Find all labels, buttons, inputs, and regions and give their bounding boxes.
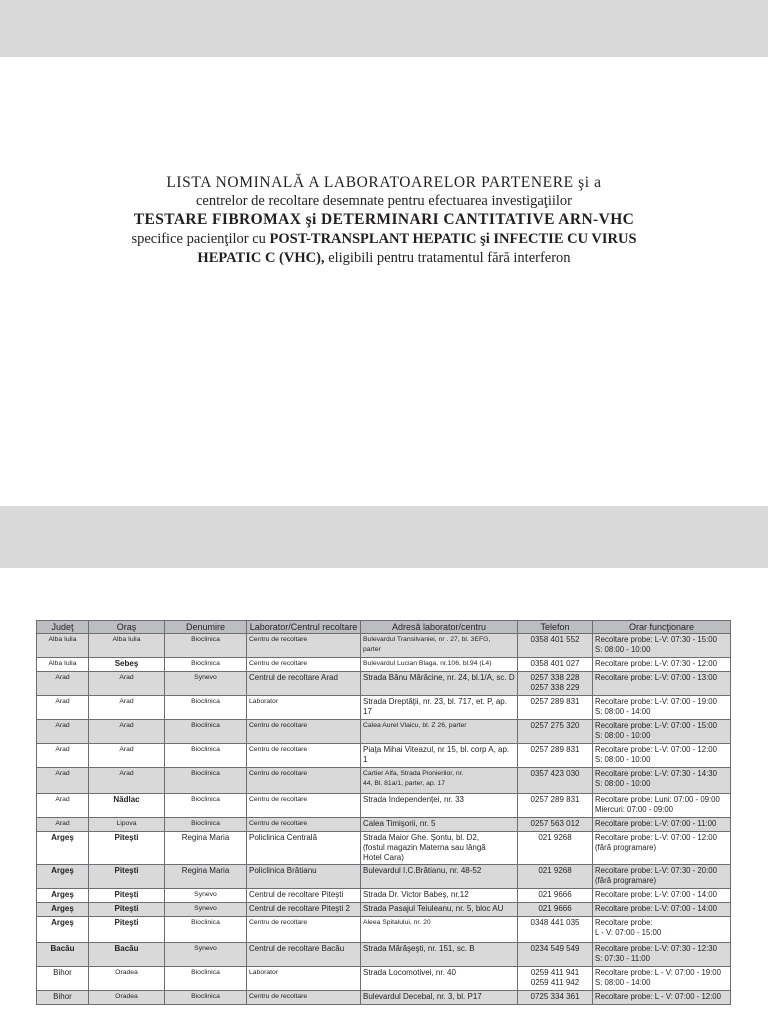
cell-telefon: 0358 401 027	[518, 658, 593, 672]
cell-judet: Bihor	[37, 991, 89, 1005]
cell-telefon: 0257 338 228 0257 338 229	[518, 672, 593, 696]
cell-adresa: Strada Dreptăţii, nr. 23, bl. 717, et. P, ap. 17	[361, 696, 518, 720]
cell-orar: Recoltare probe: L-V: 07:00 - 11:00	[593, 818, 731, 832]
cell-laborator: Centru de recoltare	[247, 634, 361, 658]
header-oras: Oraş	[89, 621, 165, 634]
cell-denumire: Synevo	[165, 672, 247, 696]
cell-laborator: Centru de recoltare	[247, 917, 361, 943]
cell-oras: Piteşti	[89, 917, 165, 943]
cell-denumire: Bioclinica	[165, 744, 247, 768]
cell-orar: Recoltare probe: L-V: 07:00 - 15:00 S: 08:00 - 10:00	[593, 720, 731, 744]
header-telefon: Telefon	[518, 621, 593, 634]
title-line-3: TESTARE FIBROMAX şi DETERMINARI CANTITATIVE ARN-VHC	[133, 211, 635, 228]
title-line-1: LISTA NOMINALĂ A LABORATOARELOR PARTENERE şi a	[166, 174, 602, 191]
cell-denumire: Regina Maria	[165, 865, 247, 889]
cell-denumire: Regina Maria	[165, 832, 247, 865]
cell-oras: Piteşti	[89, 865, 165, 889]
table-row	[37, 889, 731, 903]
cell-oras: Arad	[89, 672, 165, 696]
cell-judet: Arad	[37, 818, 89, 832]
cell-orar: Recoltare probe: L-V: 07:30 - 12:00	[593, 658, 731, 672]
title-line-4-normal: specifice pacienţilor cu	[131, 231, 270, 247]
cell-orar: Recoltare probe: L-V: 07:00 - 12:00 (fără programare)	[593, 832, 731, 865]
cell-oras: Arad	[89, 720, 165, 744]
table-row	[37, 818, 731, 832]
table-row	[37, 658, 731, 672]
cell-telefon: 021 9666	[518, 903, 593, 917]
table-row	[37, 672, 731, 696]
cell-adresa: Strada Locomotivei, nr. 40	[361, 967, 518, 991]
header-orar: Orar funcţionare	[593, 621, 731, 634]
laboratories-table	[36, 620, 731, 1005]
cell-denumire: Bioclinica	[165, 658, 247, 672]
table-row	[37, 634, 731, 658]
header-adresa: Adresă laborator/centru	[361, 621, 518, 634]
cell-denumire: Bioclinica	[165, 720, 247, 744]
cell-orar: Recoltare probe: Luni: 07:00 - 09:00 Miercuri: 07:00 - 09:00	[593, 794, 731, 818]
cell-denumire: Bioclinica	[165, 917, 247, 943]
cell-judet: Alba Iulia	[37, 658, 89, 672]
cell-adresa: Strada Bănu Mărăcine, nr. 24, bl.1/A, sc. D	[361, 672, 518, 696]
cell-judet: Alba Iulia	[37, 634, 89, 658]
cell-adresa: Strada Maior Ghe. Şontu, bl. D2, (fostul magazin Materna sau lângă Hotel Cara)	[361, 832, 518, 865]
table-row	[37, 991, 731, 1005]
table-row	[37, 967, 731, 991]
cell-judet: Arad	[37, 744, 89, 768]
cell-orar: Recoltare probe: L-V: 07:30 - 12:30 S: 07:30 - 11:00	[593, 943, 731, 967]
title-line-5-bold: HEPATIC C (VHC),	[197, 250, 325, 266]
table-row	[37, 832, 731, 865]
cell-adresa: Piaţa Mihai Viteazul, nr 15, bl. corp A, ap. 1	[361, 744, 518, 768]
cell-oras: Piteşti	[89, 832, 165, 865]
table-body	[37, 634, 731, 1005]
cell-laborator: Centru de recoltare	[247, 991, 361, 1005]
cell-denumire: Bioclinica	[165, 794, 247, 818]
cell-oras: Nădlac	[89, 794, 165, 818]
header-laborator: Laborator/Centrul recoltare	[247, 621, 361, 634]
cell-telefon: 0257 289 831	[518, 696, 593, 720]
cell-orar: Recoltare probe: L-V: 07:30 - 15:00 S: 08:00 - 10:00	[593, 634, 731, 658]
cell-orar: Recoltare probe: L-V: 07:00 - 19:00 S: 08:00 - 14:00	[593, 696, 731, 720]
cell-laborator: Centru de recoltare	[247, 818, 361, 832]
cell-laborator: Centrul de recoltare Piteşti	[247, 889, 361, 903]
cell-denumire: Synevo	[165, 889, 247, 903]
cell-laborator: Policlinica Centrală	[247, 832, 361, 865]
title-line-4	[40, 230, 728, 249]
cell-laborator: Centru de recoltare	[247, 658, 361, 672]
table-row	[37, 917, 731, 943]
table-row	[37, 720, 731, 744]
header-denumire: Denumire	[165, 621, 247, 634]
cell-denumire: Bioclinica	[165, 818, 247, 832]
cell-adresa: Calea Aurel Vlaicu, bl. Z 26, parter	[361, 720, 518, 744]
cell-denumire: Bioclinica	[165, 991, 247, 1005]
cell-laborator: Policlinica Brătianu	[247, 865, 361, 889]
header-judet: Judeţ	[37, 621, 89, 634]
table-row	[37, 865, 731, 889]
title-line-2: centrelor de recoltare desemnate pentru efectuarea investigaţiilor	[196, 193, 572, 209]
table-row	[37, 903, 731, 917]
cell-laborator: Centru de recoltare	[247, 794, 361, 818]
cell-orar: Recoltare probe: L-V: 07:00 - 14:00	[593, 889, 731, 903]
cell-oras: Oradea	[89, 991, 165, 1005]
cell-judet: Argeş	[37, 889, 89, 903]
table-header-row	[37, 621, 731, 634]
cell-orar: Recoltare probe: L-V: 07:30 - 14:30 S: 08:00 - 10:00	[593, 768, 731, 794]
cell-telefon: 0725 334 361	[518, 991, 593, 1005]
cell-adresa: Strada Mărăşeşti, nr. 151, sc. B	[361, 943, 518, 967]
cell-adresa: Calea Timişorii, nr. 5	[361, 818, 518, 832]
cell-laborator: Laborator	[247, 967, 361, 991]
cell-adresa: Strada Dr. Victor Babeş, nr.12	[361, 889, 518, 903]
cell-telefon: 021 9666	[518, 889, 593, 903]
cell-telefon: 021 9268	[518, 832, 593, 865]
middle-gray-band	[0, 506, 768, 568]
cell-telefon: 0257 275 320	[518, 720, 593, 744]
cell-oras: Alba Iulia	[89, 634, 165, 658]
cell-laborator: Laborator	[247, 696, 361, 720]
table-row	[37, 744, 731, 768]
cell-oras: Piteşti	[89, 889, 165, 903]
cell-telefon: 0358 401 552	[518, 634, 593, 658]
cell-oras: Arad	[89, 768, 165, 794]
cell-judet: Argeş	[37, 917, 89, 943]
cell-judet: Argeş	[37, 865, 89, 889]
cell-laborator: Centru de recoltare	[247, 744, 361, 768]
cell-telefon: 0259 411 941 0259 411 942	[518, 967, 593, 991]
cell-orar: Recoltare probe: L - V: 07:00 - 19:00 S: 08:00 - 14:00	[593, 967, 731, 991]
title-line-5	[40, 249, 728, 268]
cell-denumire: Bioclinica	[165, 768, 247, 794]
cell-judet: Arad	[37, 696, 89, 720]
cell-laborator: Centru de recoltare	[247, 768, 361, 794]
cell-orar: Recoltare probe: L-V: 07:00 - 14:00	[593, 903, 731, 917]
cell-denumire: Bioclinica	[165, 634, 247, 658]
cell-orar: Recoltare probe: L - V: 07:00 - 12:00	[593, 991, 731, 1005]
cell-laborator: Centru de recoltare	[247, 720, 361, 744]
cell-telefon: 0257 563 012	[518, 818, 593, 832]
cell-oras: Arad	[89, 696, 165, 720]
cell-adresa: Bulevardul Lucian Blaga, nr.106, bl.94 (L4)	[361, 658, 518, 672]
cell-judet: Arad	[37, 720, 89, 744]
cell-adresa: Strada Independenţei, nr. 33	[361, 794, 518, 818]
cell-adresa: Cartier Alfa, Strada Pionierilor, nr. 44, Bl. 81a/1, parter, ap. 17	[361, 768, 518, 794]
cell-adresa: Bulevardul I.C.Brătianu, nr. 48-52	[361, 865, 518, 889]
cell-telefon: 021 9268	[518, 865, 593, 889]
cell-oras: Piteşti	[89, 903, 165, 917]
cell-judet: Arad	[37, 768, 89, 794]
cell-adresa: Bulevardul Transilvaniei, nr . 27, bl. 3EFG, parter	[361, 634, 518, 658]
cell-judet: Arad	[37, 672, 89, 696]
title-line-5-normal: eligibili pentru tratamentul fără interferon	[324, 250, 571, 266]
cell-judet: Bacău	[37, 943, 89, 967]
cell-telefon: 0348 441 035	[518, 917, 593, 943]
cell-oras: Bacău	[89, 943, 165, 967]
cell-adresa: Aleea Spitalului, nr. 20	[361, 917, 518, 943]
cell-judet: Bihor	[37, 967, 89, 991]
cell-denumire: Synevo	[165, 943, 247, 967]
cell-oras: Oradea	[89, 967, 165, 991]
table-row	[37, 696, 731, 720]
cell-oras: Arad	[89, 744, 165, 768]
cell-denumire: Bioclinica	[165, 967, 247, 991]
cell-judet: Argeş	[37, 832, 89, 865]
cell-orar: Recoltare probe: L - V: 07:00 - 15:00	[593, 917, 731, 943]
cell-laborator: Centrul de recoltare Bacău	[247, 943, 361, 967]
table-row	[37, 943, 731, 967]
cell-adresa: Strada Pasajul Teiuleanu, nr. 5, bloc AU	[361, 903, 518, 917]
table-row	[37, 768, 731, 794]
cell-telefon: 0257 289 831	[518, 794, 593, 818]
cell-laborator: Centrul de recoltare Arad	[247, 672, 361, 696]
cell-denumire: Synevo	[165, 903, 247, 917]
cell-orar: Recoltare probe: L-V: 07:30 - 20:00 (fără programare)	[593, 865, 731, 889]
cell-telefon: 0257 289 831	[518, 744, 593, 768]
cell-telefon: 0357 423 030	[518, 768, 593, 794]
cell-adresa: Bulevardul Decebal, nr. 3, bl. P17	[361, 991, 518, 1005]
cell-orar: Recoltare probe: L-V: 07:00 - 13:00	[593, 672, 731, 696]
cell-oras: Lipova	[89, 818, 165, 832]
cell-oras: Sebeş	[89, 658, 165, 672]
top-gray-band	[0, 0, 768, 57]
cell-judet: Arad	[37, 794, 89, 818]
cell-judet: Argeş	[37, 903, 89, 917]
title-line-4-bold: POST-TRANSPLANT HEPATIC şi INFECTIE CU VIRUS	[269, 231, 637, 247]
cell-orar: Recoltare probe: L-V: 07:00 - 12:00 S: 08:00 - 10:00	[593, 744, 731, 768]
cell-laborator: Centrul de recoltare Piteşti 2	[247, 903, 361, 917]
document-title	[40, 173, 728, 268]
cell-telefon: 0234 549 549	[518, 943, 593, 967]
table-row	[37, 794, 731, 818]
cell-denumire: Bioclinica	[165, 696, 247, 720]
